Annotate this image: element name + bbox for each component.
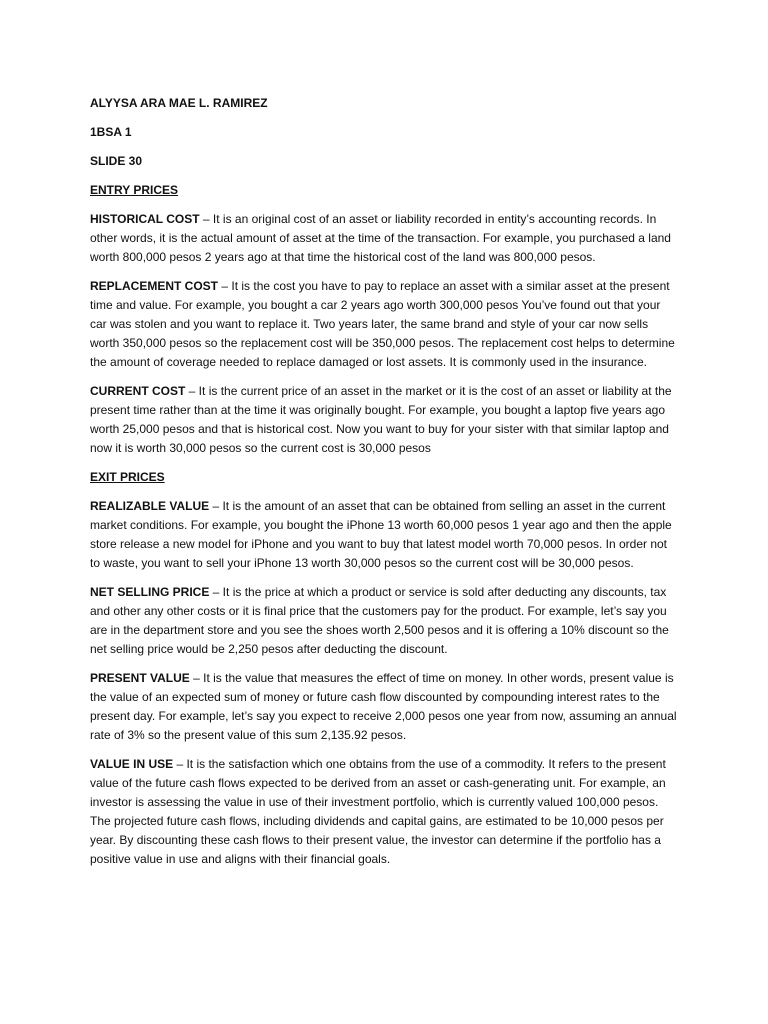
net-selling-price-text: – It is the price at which a product or service is sold after deducting any discounts, tax and other any other costs or it is final price that the customers pay for the product. For example, let’s say you are in the department store and you see the shoes worth 2,500 pesos and it is offering a 10% discount so the net selling price would be 2,250 pesos after deducting the discount. [90, 585, 669, 656]
replacement-cost-paragraph [90, 277, 680, 372]
current-cost-text: – It is the current price of an asset in the market or it is the cost of an asset or liability at the present time rather than at the time it was originally bought. For example, you bought a laptop five years ago worth 25,000 pesos and that is historical cost. Now you want to buy for your sister with that similar laptop and now it is worth 30,000 pesos so the current cost is 30,000 pesos [90, 384, 672, 455]
present-value-text: – It is the value that measures the effect of time on money. In other words, present value is the value of an expected sum of money or future cash flow discounted by compounding interest rates to the present day. For example, let’s say you expect to receive 2,000 pesos one year from now, assuming an annual rate of 3% so the present value of this sum 2,135.92 pesos. [90, 671, 677, 742]
net-selling-price-paragraph [90, 583, 680, 659]
historical-cost-paragraph [90, 210, 680, 267]
replacement-cost-term: REPLACEMENT COST [90, 279, 219, 293]
exit-prices-heading: EXIT PRICES [90, 470, 165, 484]
realizable-value-term: REALIZABLE VALUE [90, 499, 210, 513]
value-in-use-term: VALUE IN USE [90, 757, 174, 771]
realizable-value-paragraph [90, 497, 680, 573]
entry-prices-heading: ENTRY PRICES [90, 183, 179, 197]
section-label: 1BSA 1 [90, 125, 132, 139]
present-value-term: PRESENT VALUE [90, 671, 190, 685]
current-cost-term: CURRENT COST [90, 384, 186, 398]
present-value-paragraph [90, 669, 680, 745]
document-page [90, 94, 680, 879]
historical-cost-term: HISTORICAL COST [90, 212, 200, 226]
slide-label: SLIDE 30 [90, 154, 143, 168]
historical-cost-text: – It is an original cost of an asset or liability recorded in entity’s accounting records. In other words, it is the actual amount of asset at the time of the transaction. For example, you purchased a land worth 800,000 pesos 2 years ago at that time the historical cost of the land was 800,000 pesos. [90, 212, 671, 264]
current-cost-paragraph [90, 382, 680, 458]
replacement-cost-text: – It is the cost you have to pay to replace an asset with a similar asset at the present time and value. For example, you bought a car 2 years ago worth 300,000 pesos You’ve found out that your car was stolen and you want to replace it. Two years later, the same brand and style of your car now sells worth 350,000 pesos so the replacement cost will be 350,000 pesos. The replacement cost helps to determine the amount of coverage needed to replace damaged or lost assets. It is commonly used in the insurance. [90, 279, 675, 369]
value-in-use-paragraph [90, 755, 680, 869]
realizable-value-text: – It is the amount of an asset that can be obtained from selling an asset in the current market conditions. For example, you bought the iPhone 13 worth 60,000 pesos 1 year ago and then the apple store release a new model for iPhone and you want to buy that latest model worth 70,000 pesos. In order not to waste, you want to sell your iPhone 13 worth 30,000 pesos so the current cost will be 30,000 pesos. [90, 499, 672, 570]
net-selling-price-term: NET SELLING PRICE [90, 585, 210, 599]
value-in-use-text: – It is the satisfaction which one obtains from the use of a commodity. It refers to the present value of the future cash flows expected to be derived from an asset or cash-generating unit. For example, an investor is assessing the value in use of their investment portfolio, which is currently valued 100,000 pesos. The projected future cash flows, including dividends and capital gains, are estimated to be 10,000 pesos per year. By discounting these cash flows to their present value, the investor can determine if the portfolio has a positive value in use and aligns with their financial goals. [90, 757, 666, 866]
author-name: ALYYSA ARA MAE L. RAMIREZ [90, 96, 268, 110]
